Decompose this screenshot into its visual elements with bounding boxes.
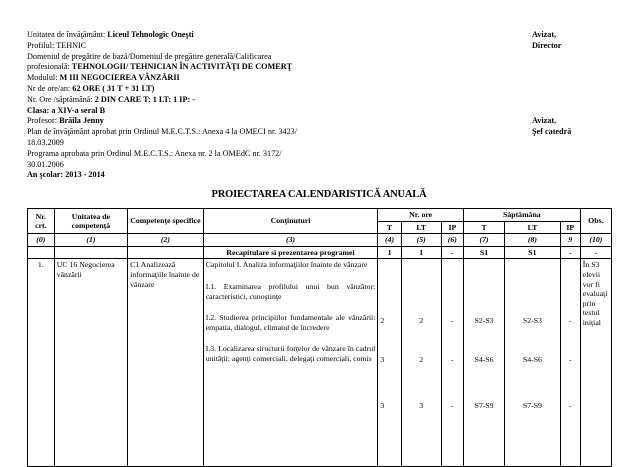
- th-unitate: Unitatea de competenţă: [54, 209, 127, 234]
- recap-slt: S1: [505, 246, 561, 259]
- profesionala-label: profesională:: [27, 62, 70, 72]
- row-competente: C1 Analizează informaţiile înainte de vânzare: [128, 259, 204, 467]
- col-ore-ip: [441, 259, 463, 467]
- domeniu-line: Domeniul de pregătire de bază/Domeniul de pregătire generală/Calificarea: [27, 51, 272, 61]
- recap-ip: -: [441, 246, 463, 259]
- recap-t: 1: [378, 246, 401, 259]
- avizat-sef: Avizat,: [532, 116, 557, 125]
- profesor-line: [27, 116, 612, 127]
- recap-label: Recapitulare si prezentarea programei: [203, 246, 378, 259]
- row-obs: În S3 elevii vor fi evaluaţi prin testul iniţial: [580, 259, 611, 467]
- planning-table: [27, 208, 612, 467]
- ore-sapt-label: Nr. Ore /săptămână:: [27, 94, 93, 104]
- index-cell: (2): [128, 234, 204, 247]
- index-cell: (8): [505, 234, 561, 247]
- nr-ore-line: [27, 84, 612, 95]
- an-scolar-value: An şcolar: 2013 - 2014: [27, 170, 105, 180]
- director-approval: [532, 30, 561, 52]
- content-item-3: I.3. Localizarea structurii forţelor de vânzare în cadrul unităţii: agenţi comerciali, delegaţi comerciali, comis: [205, 344, 376, 363]
- table-header-row: [28, 209, 612, 222]
- nr-ore-label: Nr de ore/an:: [27, 83, 71, 93]
- ore-lt-2: 2: [419, 355, 424, 365]
- index-cell: (6): [441, 234, 463, 247]
- table-row: [28, 259, 612, 467]
- unitate-line: [27, 30, 612, 41]
- ore-sapt-value: 2 DIN CARE T: 1 LT: 1 IP: -: [94, 94, 195, 104]
- recap-empty: [28, 246, 55, 259]
- profil-line: Profilul: TEHNIC: [27, 40, 87, 50]
- ore-ip-3: -: [451, 401, 454, 411]
- col-sapt-lt: [505, 259, 561, 467]
- sapt-t-2: S4-S6: [474, 355, 494, 365]
- col-ore-lt: [401, 259, 441, 467]
- content-item-1: I.1. Examinarea profilului unui bun vânzător: caracteristici, cunoştinţe: [205, 281, 376, 301]
- recap-empty: [128, 246, 204, 259]
- sef-approval: [532, 116, 571, 138]
- modul-label: Modulul:: [27, 73, 58, 83]
- recap-lt: 1: [401, 246, 441, 259]
- recap-empty: [54, 246, 127, 259]
- clasa-line: [27, 106, 612, 117]
- th-sapt-lt: LT: [505, 221, 561, 234]
- director-label: Director: [532, 40, 562, 50]
- clasa-value: Clasa: a XIV-a seral B: [27, 105, 106, 115]
- sapt-ip-2: -: [568, 355, 572, 365]
- th-ore-lt: LT: [401, 221, 441, 234]
- modul-line: [27, 73, 612, 84]
- th-competente: Competenţe specifice: [128, 209, 204, 234]
- sapt-ip-1: -: [568, 316, 572, 326]
- modul-value: M III NEGOCIEREA VÂNZĂRII: [59, 73, 180, 83]
- plan-line-1: Plan de învăţământ aprobat prin Ordinul M.E.C.T.S.: Anexa 4 la OMECI nr. 3423/: [27, 127, 297, 137]
- index-cell: (1): [54, 234, 127, 247]
- avizat-director: Avizat,: [532, 30, 557, 39]
- sapt-lt-3: S7-S9: [522, 401, 542, 411]
- sef-label: Şef catedră: [532, 126, 572, 136]
- th-sapt-t: T: [463, 221, 504, 234]
- ore-t-1: 2: [380, 316, 385, 326]
- index-row: [28, 234, 612, 247]
- sapt-lt-1: S2-S3: [522, 316, 542, 326]
- ore-ip-2: -: [451, 355, 454, 365]
- th-nr: Nr. crt.: [28, 209, 55, 234]
- row-unitate: UC 16 Negocierea vânzării: [54, 259, 127, 467]
- ore-lt-1: 2: [419, 316, 424, 326]
- ore-t-3: 3: [380, 401, 385, 411]
- sapt-ip-3: -: [568, 401, 572, 411]
- document-header: [27, 30, 612, 181]
- sapt-t-3: S7-S9: [474, 401, 494, 411]
- unitate-label: Unitatea de învăţământ:: [27, 30, 106, 39]
- index-cell: (3): [203, 234, 378, 247]
- row-nr: 1.: [28, 259, 55, 467]
- index-cell: (10): [580, 234, 611, 247]
- content-item-2: I.2. Studierea principiilor fundamentale ale vânzării: empatia, dialogul, climatul de încredere: [205, 313, 376, 332]
- ore-sapt-line: [27, 95, 612, 106]
- col-sapt-ip: [560, 259, 580, 467]
- unitate-value: Liceul Tehnologic Oneşti: [107, 30, 194, 39]
- recap-obs: -: [580, 246, 611, 259]
- recap-st: S1: [463, 246, 504, 259]
- index-cell: 9: [560, 234, 580, 247]
- nr-ore-value: 62 ORE ( 31 T + 31 LT): [72, 83, 155, 93]
- programa-line-2: 30.01.2006: [27, 159, 64, 169]
- index-cell: (7): [463, 234, 504, 247]
- index-cell: (0): [28, 234, 55, 247]
- th-ore-t: T: [378, 221, 401, 234]
- th-nr-ore: Nr. ore: [378, 209, 464, 222]
- sapt-lt-2: S4-S6: [522, 355, 542, 365]
- profesor-label: Profesor:: [27, 116, 58, 126]
- col-sapt-t: [463, 259, 504, 467]
- col-ore-t: [378, 259, 401, 467]
- programa-line-1: Programa aprobata prin Ordinul M.E.C.T.S.: Anexa nr. 2 la OMEdC nr. 3172/: [27, 148, 282, 158]
- profesor-value: Brăila Jenny: [59, 116, 104, 126]
- page-title: PROIECTAREA CALENDARISTICĂ ANUALĂ: [211, 189, 427, 200]
- sapt-t-1: S2-S3: [474, 316, 494, 326]
- ore-lt-3: 3: [419, 401, 424, 411]
- th-obs: Obs.: [580, 209, 611, 234]
- an-scolar-line: [27, 170, 612, 181]
- index-cell: (4): [378, 234, 401, 247]
- recap-sip: -: [560, 246, 580, 259]
- th-ore-ip: IP: [441, 221, 463, 234]
- th-saptamana: Săptămâna: [463, 209, 580, 222]
- ore-t-2: 3: [380, 355, 385, 365]
- profesionala-line: [27, 62, 612, 73]
- recap-row: [28, 246, 612, 259]
- plan-line-2: 18.03.2009: [27, 137, 64, 147]
- th-continuturi: Conţinuturi: [203, 209, 378, 234]
- profesionala-value: TEHNOLOGII/ TEHNICIAN ÎN ACTIVITĂŢI DE COMERŢ: [71, 62, 293, 72]
- row-continuturi: [203, 259, 378, 467]
- th-sapt-ip: IP: [560, 221, 580, 234]
- index-cell: (5): [401, 234, 441, 247]
- ore-ip-1: -: [451, 316, 454, 326]
- capitol-title: Capitolul I. Analiza informaţiilor înainte de vânzare: [205, 260, 368, 270]
